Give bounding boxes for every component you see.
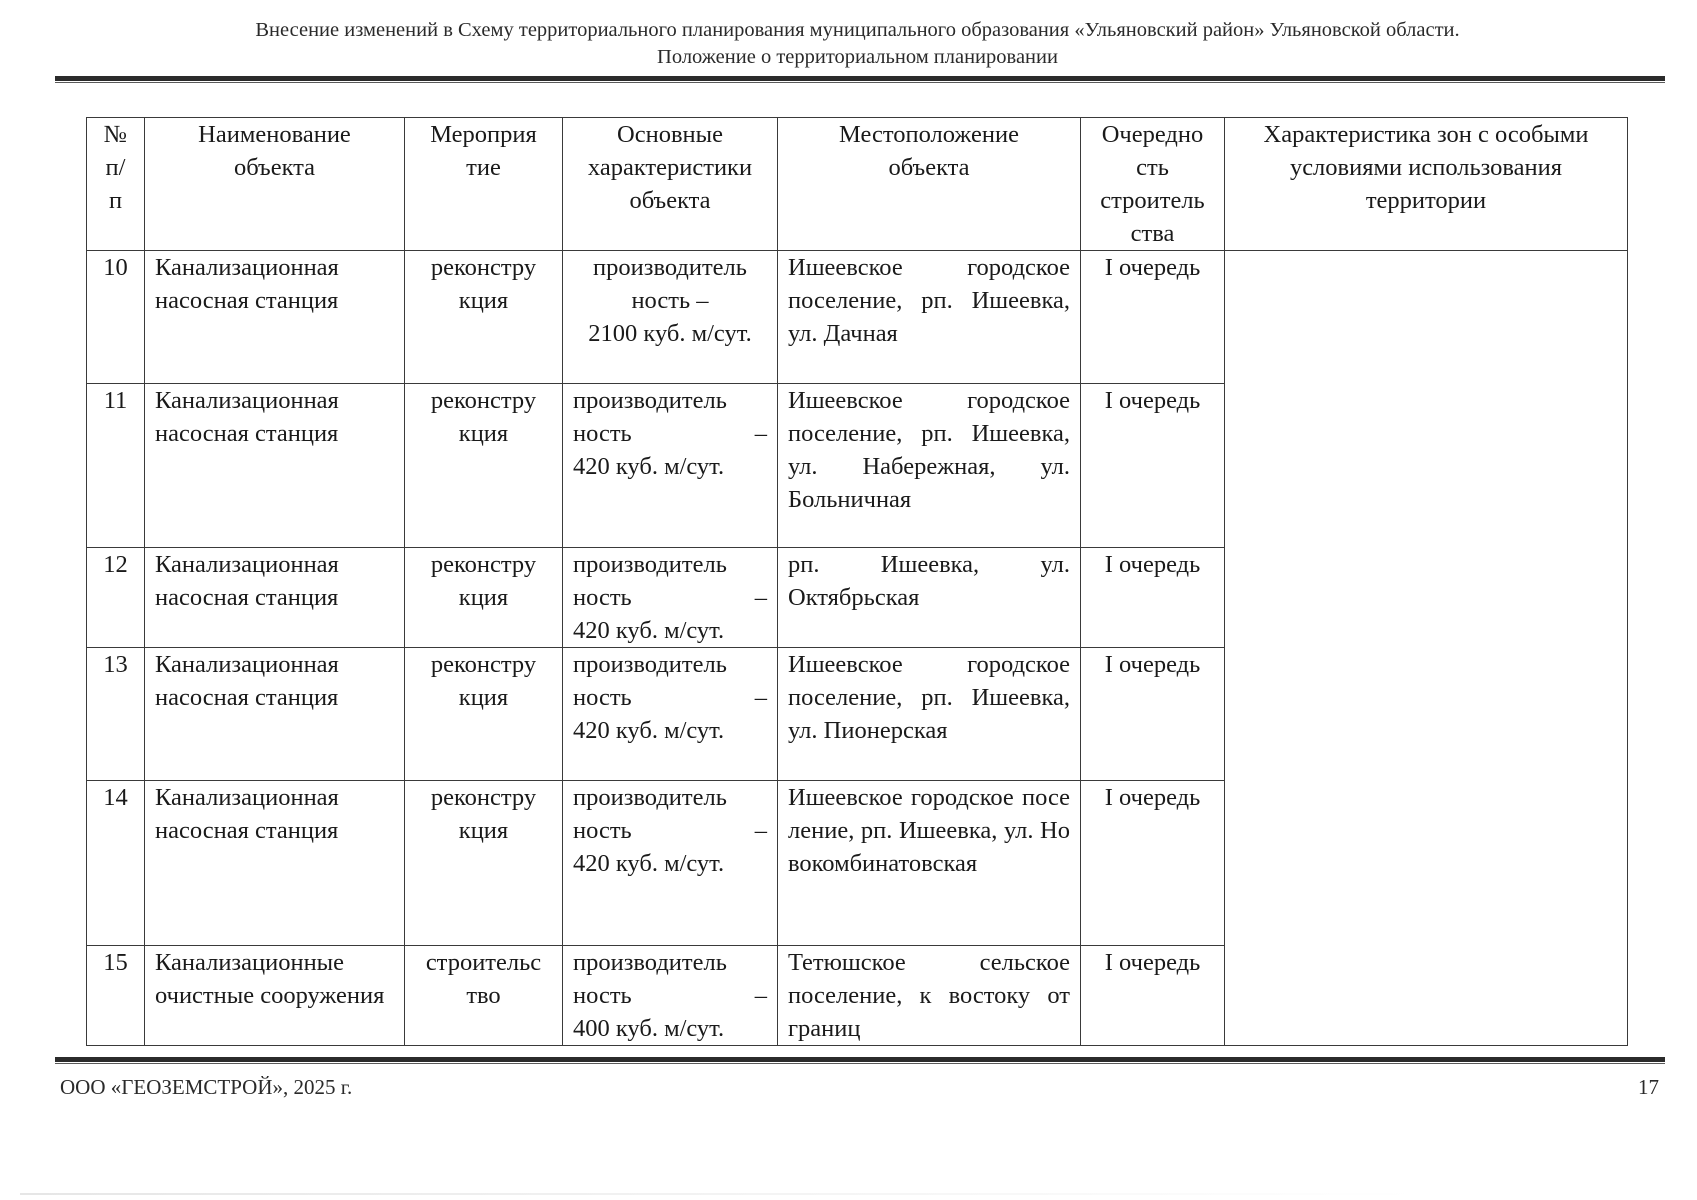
object-location: рп. Ишеевка, ул. Октябрьская <box>778 548 1081 648</box>
row-number: 14 <box>87 781 145 946</box>
col-header-queue: Очередно сть строитель ства <box>1081 118 1225 251</box>
row-number: 13 <box>87 648 145 781</box>
col-header-name: Наименование объекта <box>145 118 405 251</box>
object-action: строительс тво <box>405 946 563 1046</box>
object-location: Ишеевское городское поселение, рп. Ишеевка, ул. Новокомбинатовская <box>778 781 1081 946</box>
row-number: 12 <box>87 548 145 648</box>
header-rule <box>55 76 1665 81</box>
col-header-location: Местоположение объекта <box>778 118 1081 251</box>
object-location: Тетюшское сельское поселение, к востоку от границ <box>778 946 1081 1046</box>
object-name: Канализационные очистные сооружения <box>145 946 405 1046</box>
object-action: реконстру кция <box>405 548 563 648</box>
object-characteristics: производитель ность – 420 куб. м/сут. <box>563 384 778 548</box>
object-queue: I очередь <box>1081 648 1225 781</box>
object-characteristics: производитель ность – 420 куб. м/сут. <box>563 781 778 946</box>
row-number: 11 <box>87 384 145 548</box>
table-row <box>87 251 1628 384</box>
objects-table <box>86 117 1628 1046</box>
footer-company: ООО «ГЕОЗЕМСТРОЙ», 2025 г. <box>60 1075 353 1099</box>
header-line-2: Положение о территориальном планировании <box>657 46 1058 68</box>
object-name: Канализационная насосная станция <box>145 251 405 384</box>
col-header-action: Мероприя тие <box>405 118 563 251</box>
row-number: 15 <box>87 946 145 1046</box>
col-header-characteristics: Основные характеристики объекта <box>563 118 778 251</box>
object-action: реконстру кция <box>405 251 563 384</box>
object-location: Ишеевское городское поселение, рп. Ишеевка, ул. Пионерская <box>778 648 1081 781</box>
footer-rule <box>55 1057 1665 1062</box>
object-action: реконстру кция <box>405 781 563 946</box>
col-header-number: № п/ п <box>87 118 145 251</box>
object-location: Ишеевское городское поселение, рп. Ишеевка, ул. Набережная, ул. Больничная <box>778 384 1081 548</box>
scan-artifact <box>20 1193 1420 1195</box>
object-characteristics: производитель ность – 2100 куб. м/сут. <box>563 251 778 384</box>
col-header-zones: Характеристика зон с особыми условиями использования территории <box>1225 118 1628 251</box>
page-number: 17 <box>1638 1075 1659 1099</box>
object-characteristics: производитель ность – 420 куб. м/сут. <box>563 648 778 781</box>
object-action: реконстру кция <box>405 648 563 781</box>
object-name: Канализационная насосная станция <box>145 648 405 781</box>
object-characteristics: производитель ность – 420 куб. м/сут. <box>563 548 778 648</box>
zones-cell <box>1225 251 1628 1046</box>
object-characteristics: производитель ность – 400 куб. м/сут. <box>563 946 778 1046</box>
object-queue: I очередь <box>1081 251 1225 384</box>
object-queue: I очередь <box>1081 548 1225 648</box>
object-name: Канализационная насосная станция <box>145 548 405 648</box>
object-action: реконстру кция <box>405 384 563 548</box>
object-queue: I очередь <box>1081 946 1225 1046</box>
object-queue: I очередь <box>1081 781 1225 946</box>
table-header-row <box>87 118 1628 251</box>
object-name: Канализационная насосная станция <box>145 781 405 946</box>
object-location: Ишеевское городское поселение, рп. Ишеевка, ул. Дачная <box>778 251 1081 384</box>
object-name: Канализационная насосная станция <box>145 384 405 548</box>
document-header <box>55 17 1660 71</box>
header-line-1: Внесение изменений в Схему территориального планирования муниципального образования «Ульяновский район» Ульяновской области. <box>255 19 1460 41</box>
row-number: 10 <box>87 251 145 384</box>
object-queue: I очередь <box>1081 384 1225 548</box>
